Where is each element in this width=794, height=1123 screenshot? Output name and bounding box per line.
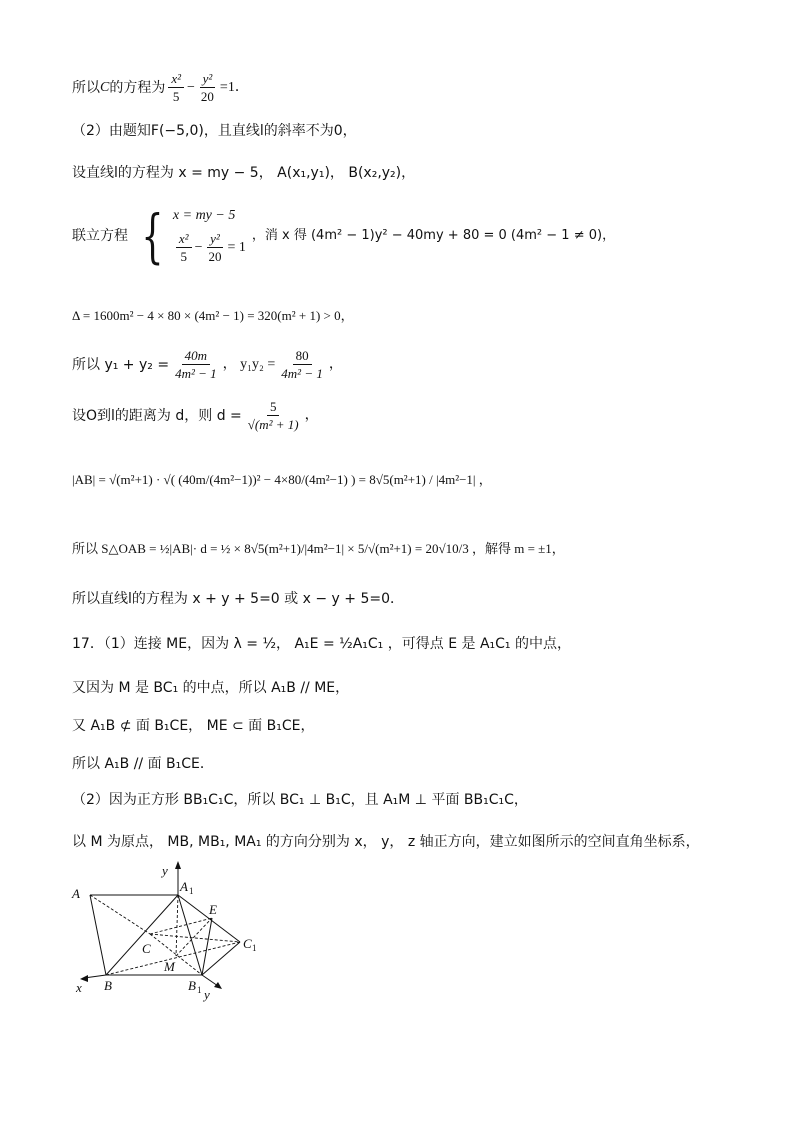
system-row-1: x = my − 5 xyxy=(172,208,236,223)
line-11: 17．（1）连接 ME，因为 λ = ½， A₁E = ½A₁C₁ ，可得点 E 是 A₁C₁ 的中点， xyxy=(72,636,571,652)
text: ， xyxy=(304,407,319,423)
denominator: 20 xyxy=(208,249,222,264)
fraction xyxy=(172,347,220,382)
denominator: √(m² + 1) xyxy=(247,417,299,432)
label-B: B xyxy=(104,978,112,993)
arrow-icon xyxy=(175,861,181,869)
fraction xyxy=(245,398,302,433)
prism-coordinate-figure xyxy=(66,858,266,1008)
numerator: 5 xyxy=(267,398,280,416)
text: 所以 xyxy=(72,79,100,96)
label-B1: B xyxy=(188,978,196,993)
line-15: （2）因为正方形 BB₁C₁C，所以 BC₁ ⊥ B₁C，且 A₁M ⊥ 平面 BB₁C₁C， xyxy=(72,792,528,808)
text: 联立方程 xyxy=(72,227,128,244)
label-x: x xyxy=(76,980,82,995)
label-A1: A xyxy=(180,879,188,894)
operator: − xyxy=(187,79,195,95)
edge-AB xyxy=(90,895,106,975)
numerator: x² xyxy=(168,70,184,88)
fraction xyxy=(205,230,224,265)
label-A: A xyxy=(72,886,80,901)
edge-CE xyxy=(150,918,212,934)
label-A1-sub: 1 xyxy=(189,886,194,896)
numerator: y² xyxy=(207,230,223,248)
line-7 xyxy=(72,398,319,433)
line-4 xyxy=(72,201,616,270)
text: = 1 xyxy=(227,239,246,255)
label-C1: C xyxy=(243,936,252,951)
text: ， xyxy=(328,356,343,372)
line-8: |AB| = √(m²+1) · √( (40m/(4m²−1))² − 4×80/(4m²−1) ) = 8√5(m²+1) / |4m²−1| ， xyxy=(72,472,492,487)
text: 的方程为 xyxy=(109,79,166,96)
line-5: Δ = 1600m² − 4 × 80 × (4m² − 1) = 320(m² + 1) > 0， xyxy=(72,308,354,323)
line-14: 所以 A₁B // 面 B₁CE． xyxy=(72,756,214,772)
line-13: 又 A₁B ⊄ 面 B₁CE， ME ⊂ 面 B₁CE， xyxy=(72,718,315,734)
fraction xyxy=(278,347,326,382)
numerator: x² xyxy=(176,230,192,248)
numerator: 80 xyxy=(293,347,312,365)
line-2: （2）由题知F(−5,0)，且直线l的斜率不为0， xyxy=(72,123,357,139)
line-6 xyxy=(72,347,343,382)
edge-A1B1 xyxy=(178,895,202,975)
line-3: 设直线l的方程为 x = my − 5， A(x₁,y₁)， B(x₂,y₂)， xyxy=(72,165,416,181)
label-M: M xyxy=(164,959,175,974)
denominator: 4m² − 1 xyxy=(281,366,323,381)
label-B1-sub: 1 xyxy=(197,985,202,995)
fraction xyxy=(198,70,217,105)
text: ， y₁y₂ = xyxy=(222,356,276,372)
numerator: 40m xyxy=(182,347,210,365)
label-C: C xyxy=(142,941,151,956)
line-10: 所以直线l的方程为 x + y + 5=0 或 x − y + 5=0． xyxy=(72,591,404,607)
edge-CC1 xyxy=(150,934,240,942)
text: =1． xyxy=(219,79,249,95)
edge-AC xyxy=(90,895,150,934)
denominator: 5 xyxy=(172,89,180,104)
text: 设O到l的距离为 d，则 d = xyxy=(72,407,242,424)
label-y-bottom: y xyxy=(204,987,210,1002)
equation-system xyxy=(134,201,246,270)
text: ，消 x 得 (4m² − 1)y² − 40my + 80 = 0 (4m² − 1 ≠ 0)， xyxy=(251,227,616,243)
brace-icon: { xyxy=(141,201,164,270)
arrow-icon xyxy=(214,982,222,989)
denominator: 5 xyxy=(180,249,187,264)
edge-A1M xyxy=(176,895,178,956)
math-var: C xyxy=(100,79,110,95)
denominator: 20 xyxy=(200,89,214,104)
line-9: 所以 S△OAB = ½|AB|· d = ½ × 8√5(m²+1)/|4m²−1| × 5/√(m²+1) = 20√10/3 ，解得 m = ±1， xyxy=(72,541,565,556)
denominator: 4m² − 1 xyxy=(175,366,217,381)
label-C1-sub: 1 xyxy=(252,943,257,953)
numerator: y² xyxy=(200,70,216,88)
axis-y xyxy=(202,975,218,986)
fraction xyxy=(176,230,192,265)
line-12: 又因为 M 是 BC₁ 的中点，所以 A₁B // ME， xyxy=(72,680,350,696)
label-E: E xyxy=(209,902,217,917)
text: 所以 y₁ + y₂ = xyxy=(72,356,170,373)
label-y-top: y xyxy=(162,863,168,878)
line-1 xyxy=(72,70,249,105)
fraction xyxy=(168,70,184,105)
edge-C1B1 xyxy=(202,942,240,975)
line-16: 以 M 为原点， MB, MB₁, MA₁ 的方向分别为 x， y， z 轴正方向，建立如图所示的空间直角坐标系， xyxy=(72,834,700,850)
edge-CB1 xyxy=(150,934,202,975)
system-row-2: $\frac{\text{x²}}{5}$ − $\frac{\text{y²}}{20}$ = 1 xyxy=(173,230,246,265)
